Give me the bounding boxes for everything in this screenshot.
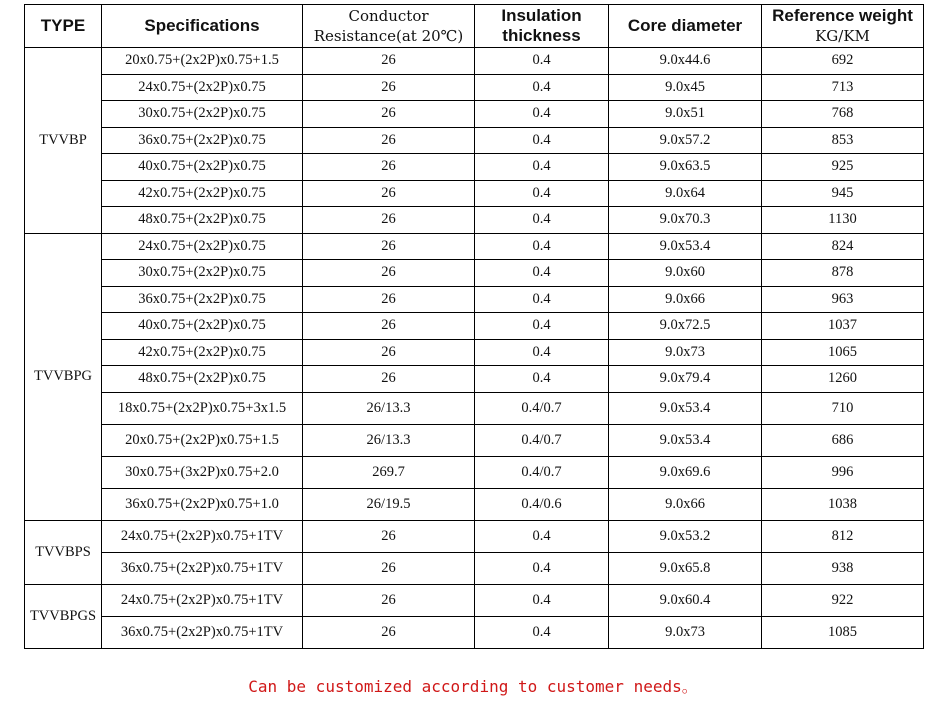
insulation-cell: 0.4 (475, 339, 609, 366)
core-diameter-cell: 9.0x45 (609, 74, 762, 101)
core-diameter-cell: 9.0x72.5 (609, 313, 762, 340)
spec-cell: 42x0.75+(2x2P)x0.75 (102, 339, 303, 366)
table-row (25, 366, 924, 393)
weight-cell: 1130 (762, 207, 924, 234)
core-diameter-cell: 9.0x65.8 (609, 552, 762, 584)
resistance-cell: 26 (303, 286, 475, 313)
insulation-cell: 0.4 (475, 48, 609, 75)
table-row (25, 207, 924, 234)
weight-cell: 945 (762, 180, 924, 207)
resistance-cell: 26 (303, 366, 475, 393)
resistance-cell: 26 (303, 313, 475, 340)
resistance-cell: 26 (303, 74, 475, 101)
weight-cell: 1038 (762, 488, 924, 520)
insulation-cell: 0.4 (475, 233, 609, 260)
spec-cell: 48x0.75+(2x2P)x0.75 (102, 366, 303, 393)
core-diameter-cell: 9.0x53.2 (609, 520, 762, 552)
weight-cell: 713 (762, 74, 924, 101)
type-cell: TVVBPS (25, 520, 102, 584)
core-diameter-cell: 9.0x63.5 (609, 154, 762, 181)
weight-cell: 925 (762, 154, 924, 181)
weight-cell: 686 (762, 424, 924, 456)
spec-cell: 30x0.75+(2x2P)x0.75 (102, 260, 303, 287)
header-core-diameter: Core diameter (609, 5, 762, 48)
resistance-cell: 26 (303, 616, 475, 648)
weight-cell: 768 (762, 101, 924, 128)
insulation-cell: 0.4 (475, 207, 609, 234)
table-row (25, 74, 924, 101)
insulation-cell: 0.4 (475, 180, 609, 207)
header-specifications: Specifications (102, 5, 303, 48)
spec-cell: 36x0.75+(2x2P)x0.75 (102, 286, 303, 313)
resistance-cell: 26 (303, 233, 475, 260)
table-row (25, 101, 924, 128)
table-row (25, 154, 924, 181)
table-row (25, 424, 924, 456)
spec-cell: 36x0.75+(2x2P)x0.75+1TV (102, 552, 303, 584)
core-diameter-cell: 9.0x66 (609, 488, 762, 520)
resistance-cell: 26 (303, 260, 475, 287)
resistance-cell: 26 (303, 154, 475, 181)
type-cell: TVVBPGS (25, 584, 102, 648)
resistance-cell: 26/13.3 (303, 392, 475, 424)
table-row (25, 286, 924, 313)
weight-cell: 922 (762, 584, 924, 616)
table-row (25, 488, 924, 520)
weight-cell: 1085 (762, 616, 924, 648)
insulation-cell: 0.4 (475, 616, 609, 648)
table-row (25, 520, 924, 552)
table-row (25, 456, 924, 488)
table-row (25, 48, 924, 75)
insulation-cell: 0.4 (475, 154, 609, 181)
core-diameter-cell: 9.0x60 (609, 260, 762, 287)
weight-cell: 1037 (762, 313, 924, 340)
weight-cell: 996 (762, 456, 924, 488)
resistance-cell: 26 (303, 180, 475, 207)
insulation-cell: 0.4/0.6 (475, 488, 609, 520)
spec-cell: 20x0.75+(2x2P)x0.75+1.5 (102, 424, 303, 456)
spec-cell: 40x0.75+(2x2P)x0.75 (102, 154, 303, 181)
header-conductor-line1: Conductor (348, 7, 429, 25)
spec-cell: 36x0.75+(2x2P)x0.75+1TV (102, 616, 303, 648)
resistance-cell: 26/19.5 (303, 488, 475, 520)
resistance-cell: 26/13.3 (303, 424, 475, 456)
core-diameter-cell: 9.0x69.6 (609, 456, 762, 488)
insulation-cell: 0.4 (475, 74, 609, 101)
weight-cell: 938 (762, 552, 924, 584)
table-row (25, 233, 924, 260)
insulation-cell: 0.4 (475, 520, 609, 552)
weight-cell: 692 (762, 48, 924, 75)
table-row (25, 616, 924, 648)
insulation-cell: 0.4/0.7 (475, 424, 609, 456)
weight-cell: 878 (762, 260, 924, 287)
header-conductor-resistance (303, 5, 475, 48)
spec-cell: 20x0.75+(2x2P)x0.75+1.5 (102, 48, 303, 75)
weight-cell: 853 (762, 127, 924, 154)
spec-cell: 18x0.75+(2x2P)x0.75+3x1.5 (102, 392, 303, 424)
weight-cell: 812 (762, 520, 924, 552)
resistance-cell: 26 (303, 584, 475, 616)
header-reference-weight (762, 5, 924, 48)
resistance-cell: 269.7 (303, 456, 475, 488)
header-weight-line1: Reference weight (772, 6, 913, 25)
core-diameter-cell: 9.0x57.2 (609, 127, 762, 154)
insulation-cell: 0.4/0.7 (475, 456, 609, 488)
core-diameter-cell: 9.0x70.3 (609, 207, 762, 234)
resistance-cell: 26 (303, 552, 475, 584)
core-diameter-cell: 9.0x60.4 (609, 584, 762, 616)
core-diameter-cell: 9.0x66 (609, 286, 762, 313)
spec-cell: 30x0.75+(2x2P)x0.75 (102, 101, 303, 128)
spec-cell: 40x0.75+(2x2P)x0.75 (102, 313, 303, 340)
insulation-cell: 0.4/0.7 (475, 392, 609, 424)
header-conductor-line2: Resistance(at 20℃) (313, 27, 464, 45)
resistance-cell: 26 (303, 101, 475, 128)
core-diameter-cell: 9.0x73 (609, 616, 762, 648)
resistance-cell: 26 (303, 48, 475, 75)
table-body (25, 48, 924, 649)
table-row (25, 260, 924, 287)
table-row (25, 180, 924, 207)
core-diameter-cell: 9.0x44.6 (609, 48, 762, 75)
table-row (25, 313, 924, 340)
customization-note: Can be customized according to customer needs。 (248, 677, 698, 696)
resistance-cell: 26 (303, 520, 475, 552)
core-diameter-cell: 9.0x64 (609, 180, 762, 207)
header-insulation-line2: thickness (502, 26, 581, 45)
insulation-cell: 0.4 (475, 552, 609, 584)
core-diameter-cell: 9.0x79.4 (609, 366, 762, 393)
spec-cell: 36x0.75+(2x2P)x0.75+1.0 (102, 488, 303, 520)
weight-cell: 963 (762, 286, 924, 313)
header-insulation-thickness (475, 5, 609, 48)
spec-cell: 42x0.75+(2x2P)x0.75 (102, 180, 303, 207)
core-diameter-cell: 9.0x53.4 (609, 233, 762, 260)
cable-spec-table (24, 4, 924, 649)
core-diameter-cell: 9.0x73 (609, 339, 762, 366)
header-row (25, 5, 924, 48)
header-type: TYPE (25, 5, 102, 48)
table-row (25, 584, 924, 616)
type-cell: TVVBPG (25, 233, 102, 520)
spec-cell: 24x0.75+(2x2P)x0.75 (102, 233, 303, 260)
spec-cell: 24x0.75+(2x2P)x0.75+1TV (102, 584, 303, 616)
insulation-cell: 0.4 (475, 366, 609, 393)
insulation-cell: 0.4 (475, 260, 609, 287)
spec-cell: 48x0.75+(2x2P)x0.75 (102, 207, 303, 234)
insulation-cell: 0.4 (475, 127, 609, 154)
core-diameter-cell: 9.0x51 (609, 101, 762, 128)
table-row (25, 552, 924, 584)
spec-cell: 30x0.75+(3x2P)x0.75+2.0 (102, 456, 303, 488)
weight-cell: 1260 (762, 366, 924, 393)
core-diameter-cell: 9.0x53.4 (609, 424, 762, 456)
table-row (25, 392, 924, 424)
table-row (25, 127, 924, 154)
weight-cell: 824 (762, 233, 924, 260)
resistance-cell: 26 (303, 207, 475, 234)
type-cell: TVVBP (25, 48, 102, 234)
spec-cell: 24x0.75+(2x2P)x0.75 (102, 74, 303, 101)
insulation-cell: 0.4 (475, 286, 609, 313)
table-row (25, 339, 924, 366)
insulation-cell: 0.4 (475, 313, 609, 340)
header-weight-line2: KG/KM (815, 27, 870, 45)
insulation-cell: 0.4 (475, 584, 609, 616)
weight-cell: 1065 (762, 339, 924, 366)
resistance-cell: 26 (303, 339, 475, 366)
spec-cell: 36x0.75+(2x2P)x0.75 (102, 127, 303, 154)
header-insulation-line1: Insulation (501, 6, 582, 25)
insulation-cell: 0.4 (475, 101, 609, 128)
spec-cell: 24x0.75+(2x2P)x0.75+1TV (102, 520, 303, 552)
weight-cell: 710 (762, 392, 924, 424)
core-diameter-cell: 9.0x53.4 (609, 392, 762, 424)
resistance-cell: 26 (303, 127, 475, 154)
